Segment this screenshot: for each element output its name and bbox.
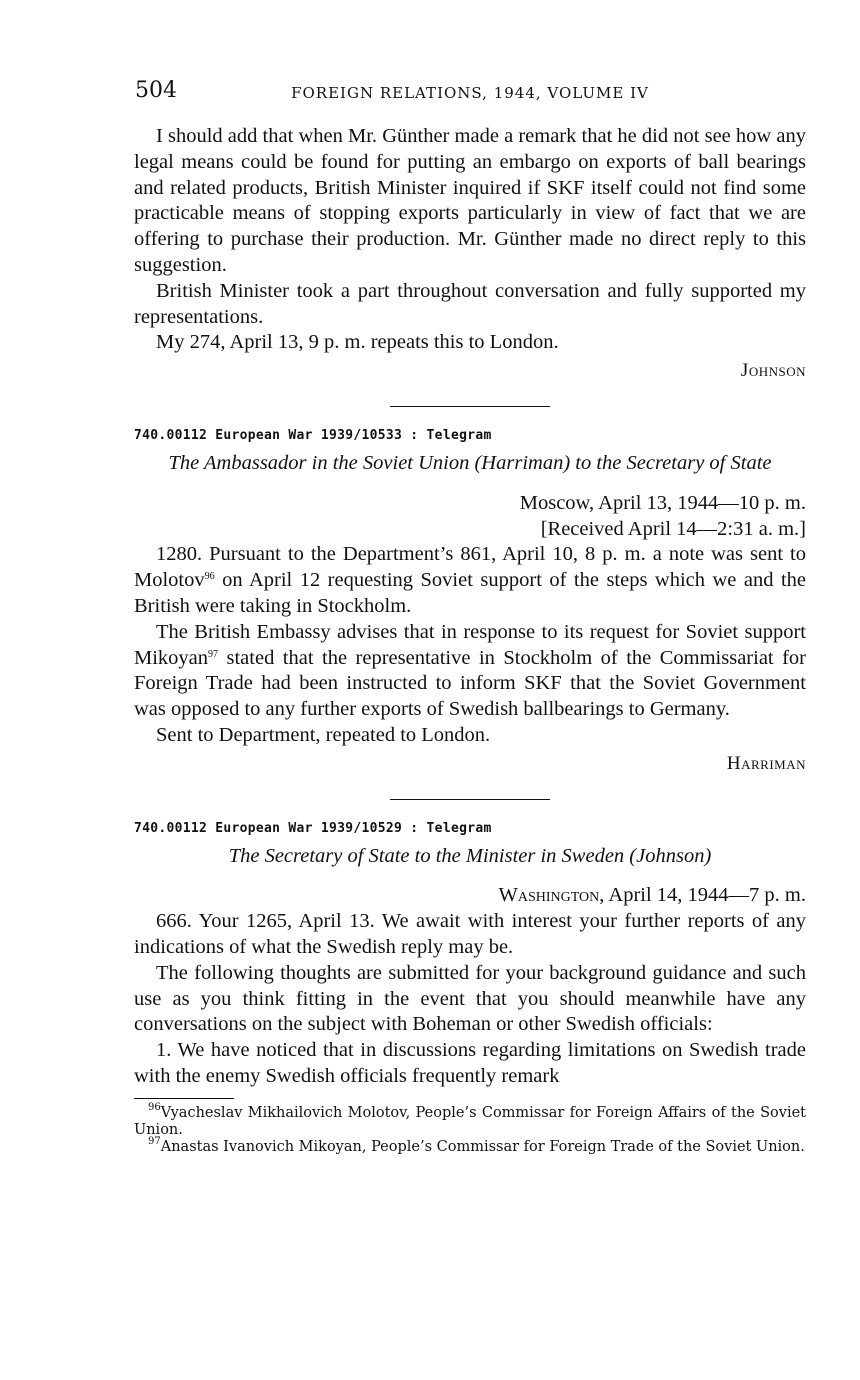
harriman-telegram bbox=[134, 427, 806, 777]
document-heading: The Ambassador in the Soviet Union (Harriman) to the Secretary of State bbox=[168, 451, 772, 474]
running-title: FOREIGN RELATIONS, 1944, VOLUME IV bbox=[291, 84, 649, 102]
page-header bbox=[135, 78, 805, 108]
file-reference: 740.00112 European War 1939/10533 : Telegram bbox=[134, 427, 492, 443]
paragraph: British Minister took a part throughout conversation and fully supported my representations. bbox=[134, 279, 806, 328]
footnote-mark: 96 bbox=[148, 1101, 161, 1113]
paragraph: 1. We have noticed that in discussions regarding limitations on Swedish trade with the enemy Swedish officials frequently remark bbox=[134, 1039, 806, 1087]
section-divider bbox=[390, 406, 550, 407]
received-line: [Received April 14—2:31 a. m.] bbox=[540, 517, 806, 540]
page-body bbox=[134, 124, 806, 1156]
paragraph: The following thoughts are submitted for your background guidance and such use as you think fitting in the event that you should meanwhile have any conversations on the subject with Boheman or other Swedish officials: bbox=[134, 961, 806, 1036]
signature-johnson: Johnson bbox=[740, 360, 806, 382]
footnote-text: Anastas Ivanovich Mikoyan, People’s Commissar for Foreign Trade of the Soviet Union. bbox=[160, 1138, 805, 1155]
footnote-97 bbox=[134, 1135, 806, 1156]
paragraph: My 274, April 13, 9 p. m. repeats this to London. bbox=[156, 331, 559, 354]
page-number: 504 bbox=[135, 78, 177, 103]
paragraph bbox=[134, 542, 806, 619]
footnotes bbox=[134, 1101, 806, 1156]
secretary-telegram bbox=[134, 820, 806, 1090]
dateline bbox=[134, 883, 806, 909]
paragraph bbox=[134, 620, 806, 723]
dateline-date: , April 14, 1944—7 p. m. bbox=[599, 884, 806, 907]
paragraph: 666. Your 1265, April 13. We await with interest your further reports of any indications of what the Swedish reply may be. bbox=[134, 910, 806, 958]
paragraph-text: 1280. Pursuant to the Department’s 861, April 10, 8 p. m. a note was sent to Molotov bbox=[134, 543, 806, 592]
paragraph-text: The British Embassy advises that in response to its request for Soviet support Mikoyan bbox=[134, 620, 806, 669]
johnson-telegram-continuation bbox=[134, 124, 806, 384]
paragraph-text: stated that the representative in Stockholm of the Commissariat for Foreign Trade had been instructed to inform SKF that the Soviet Government was opposed to any further exports of Swedish ballbearings to Germany. bbox=[134, 646, 806, 721]
section-divider bbox=[390, 799, 550, 800]
footnote-mark: 97 bbox=[148, 1135, 161, 1147]
dateline-place: Washington bbox=[498, 884, 600, 907]
document-heading: The Secretary of State to the Minister in Sweden (Johnson) bbox=[228, 844, 712, 867]
paragraph-text: on April 12 requesting Soviet support of the steps which we and the British were taking in Stockholm. bbox=[134, 569, 806, 617]
file-reference: 740.00112 European War 1939/10529 : Telegram bbox=[134, 820, 492, 836]
footnote-marker-96: 96 bbox=[204, 571, 215, 583]
footnote-divider bbox=[134, 1098, 234, 1099]
dateline: Moscow, April 13, 1944—10 p. m. bbox=[519, 491, 806, 514]
footnote-text: Vyacheslav Mikhailovich Molotov, People’s Commissar for Foreign Affairs of the Soviet Union. bbox=[134, 1104, 806, 1138]
paragraph: I should add that when Mr. Günther made a remark that he did not see how any legal means could be found for putting an embargo on exports of ball bearings and related products, British Minister inquired if SKF itself could not find some practicable means of stopping exports particularly in view of fact that we are offering to purchase their production. Mr. Günther made no direct reply to this suggestion. bbox=[134, 125, 806, 276]
paragraph: Sent to Department, repeated to London. bbox=[156, 723, 491, 746]
footnote-96 bbox=[134, 1101, 806, 1139]
footnote-marker-97: 97 bbox=[208, 648, 219, 660]
signature-harriman: Harriman bbox=[726, 752, 806, 774]
